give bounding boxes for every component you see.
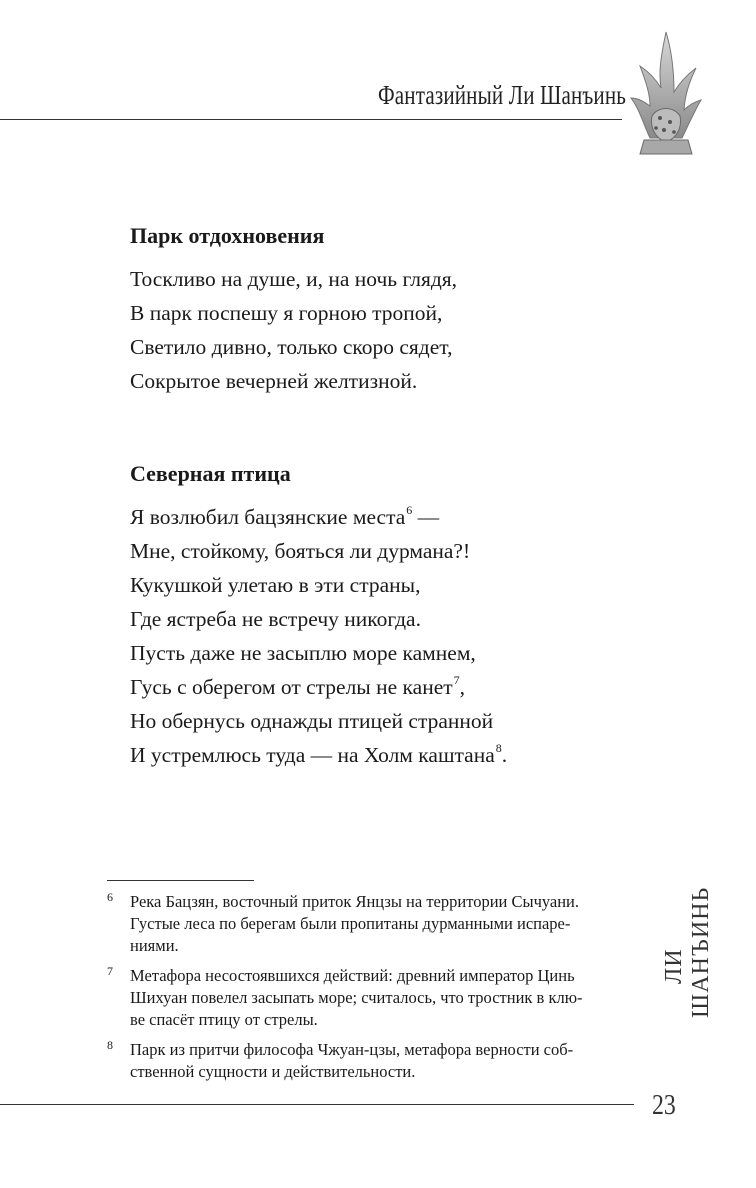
poem-park (130, 222, 630, 398)
verse-line: Светило дивно, только скоро сядет, (130, 335, 453, 359)
footnote-ref[interactable]: 8 (495, 741, 502, 755)
footnote (107, 891, 635, 957)
footnotes (107, 891, 635, 1091)
footnote-ref[interactable]: 7 (453, 673, 460, 687)
footnote-separator (107, 880, 254, 881)
verse-line: Мне, стойкому, бояться ли дурмана?! (130, 539, 471, 563)
footnote (107, 965, 635, 1031)
flame-ornament-icon (628, 30, 704, 160)
poem-title: Парк отдохновения (130, 223, 325, 248)
footnote-text: Река Бацзян, восточный приток Янцзы на территории Сычуани. Густые леса по берегам были пропитаны дурманными испаре- ниями. (130, 892, 580, 955)
verse-line: Сокрытое вечерней желтизной. (130, 369, 418, 393)
verse-line: Я возлюбил бацзянские места$^6$ — (130, 503, 440, 529)
footnote-text: Метафора несостоявшихся действий: древний император Цинь Шихуан повелел засыпать море; считалось, что тростник в клю- ве спасёт птицу от стрелы. (130, 966, 583, 1029)
poem-northern-bird (130, 460, 630, 772)
footnote-number: 6 (107, 890, 113, 904)
verse-line: Пусть даже не засыплю море камнем, (130, 641, 476, 665)
running-title: Фантазийный Ли Шанъинь (378, 80, 627, 110)
verse-line: Тоскливо на душе, и, на ночь глядя, (130, 267, 458, 291)
side-author-label: ЛИ ШАНЪИНЬ (661, 886, 714, 1018)
footnote-ref[interactable]: 6 (406, 503, 413, 517)
verse-line: Гусь с оберегом от стрелы не канет$^7$, (130, 673, 466, 699)
verse-line: Но обернусь однажды птицей странной (130, 709, 494, 733)
page-number: 23 (652, 1090, 676, 1121)
verse-line: И устремлюсь туда — на Холм каштана$^8$. (130, 741, 508, 767)
verse-line: Где ястреба не встречу никогда. (130, 607, 421, 631)
verse-line: Кукушкой улетаю в эти страны, (130, 573, 421, 597)
stanza (130, 262, 630, 398)
poem-title: Северная птица (130, 461, 291, 486)
main-text (130, 222, 630, 772)
footnote (107, 1039, 635, 1083)
verse-line: В парк поспешу я горною тропой, (130, 301, 443, 325)
footnote-number: 8 (107, 1038, 113, 1052)
header-rule (0, 119, 622, 120)
stanza (130, 500, 630, 772)
footnote-text: Парк из притчи философа Чжуан-цзы, метафора верности соб- ственной сущности и действительности. (130, 1040, 574, 1081)
footer-rule (0, 1104, 634, 1105)
running-head (0, 0, 756, 170)
footnote-number: 7 (107, 964, 113, 978)
